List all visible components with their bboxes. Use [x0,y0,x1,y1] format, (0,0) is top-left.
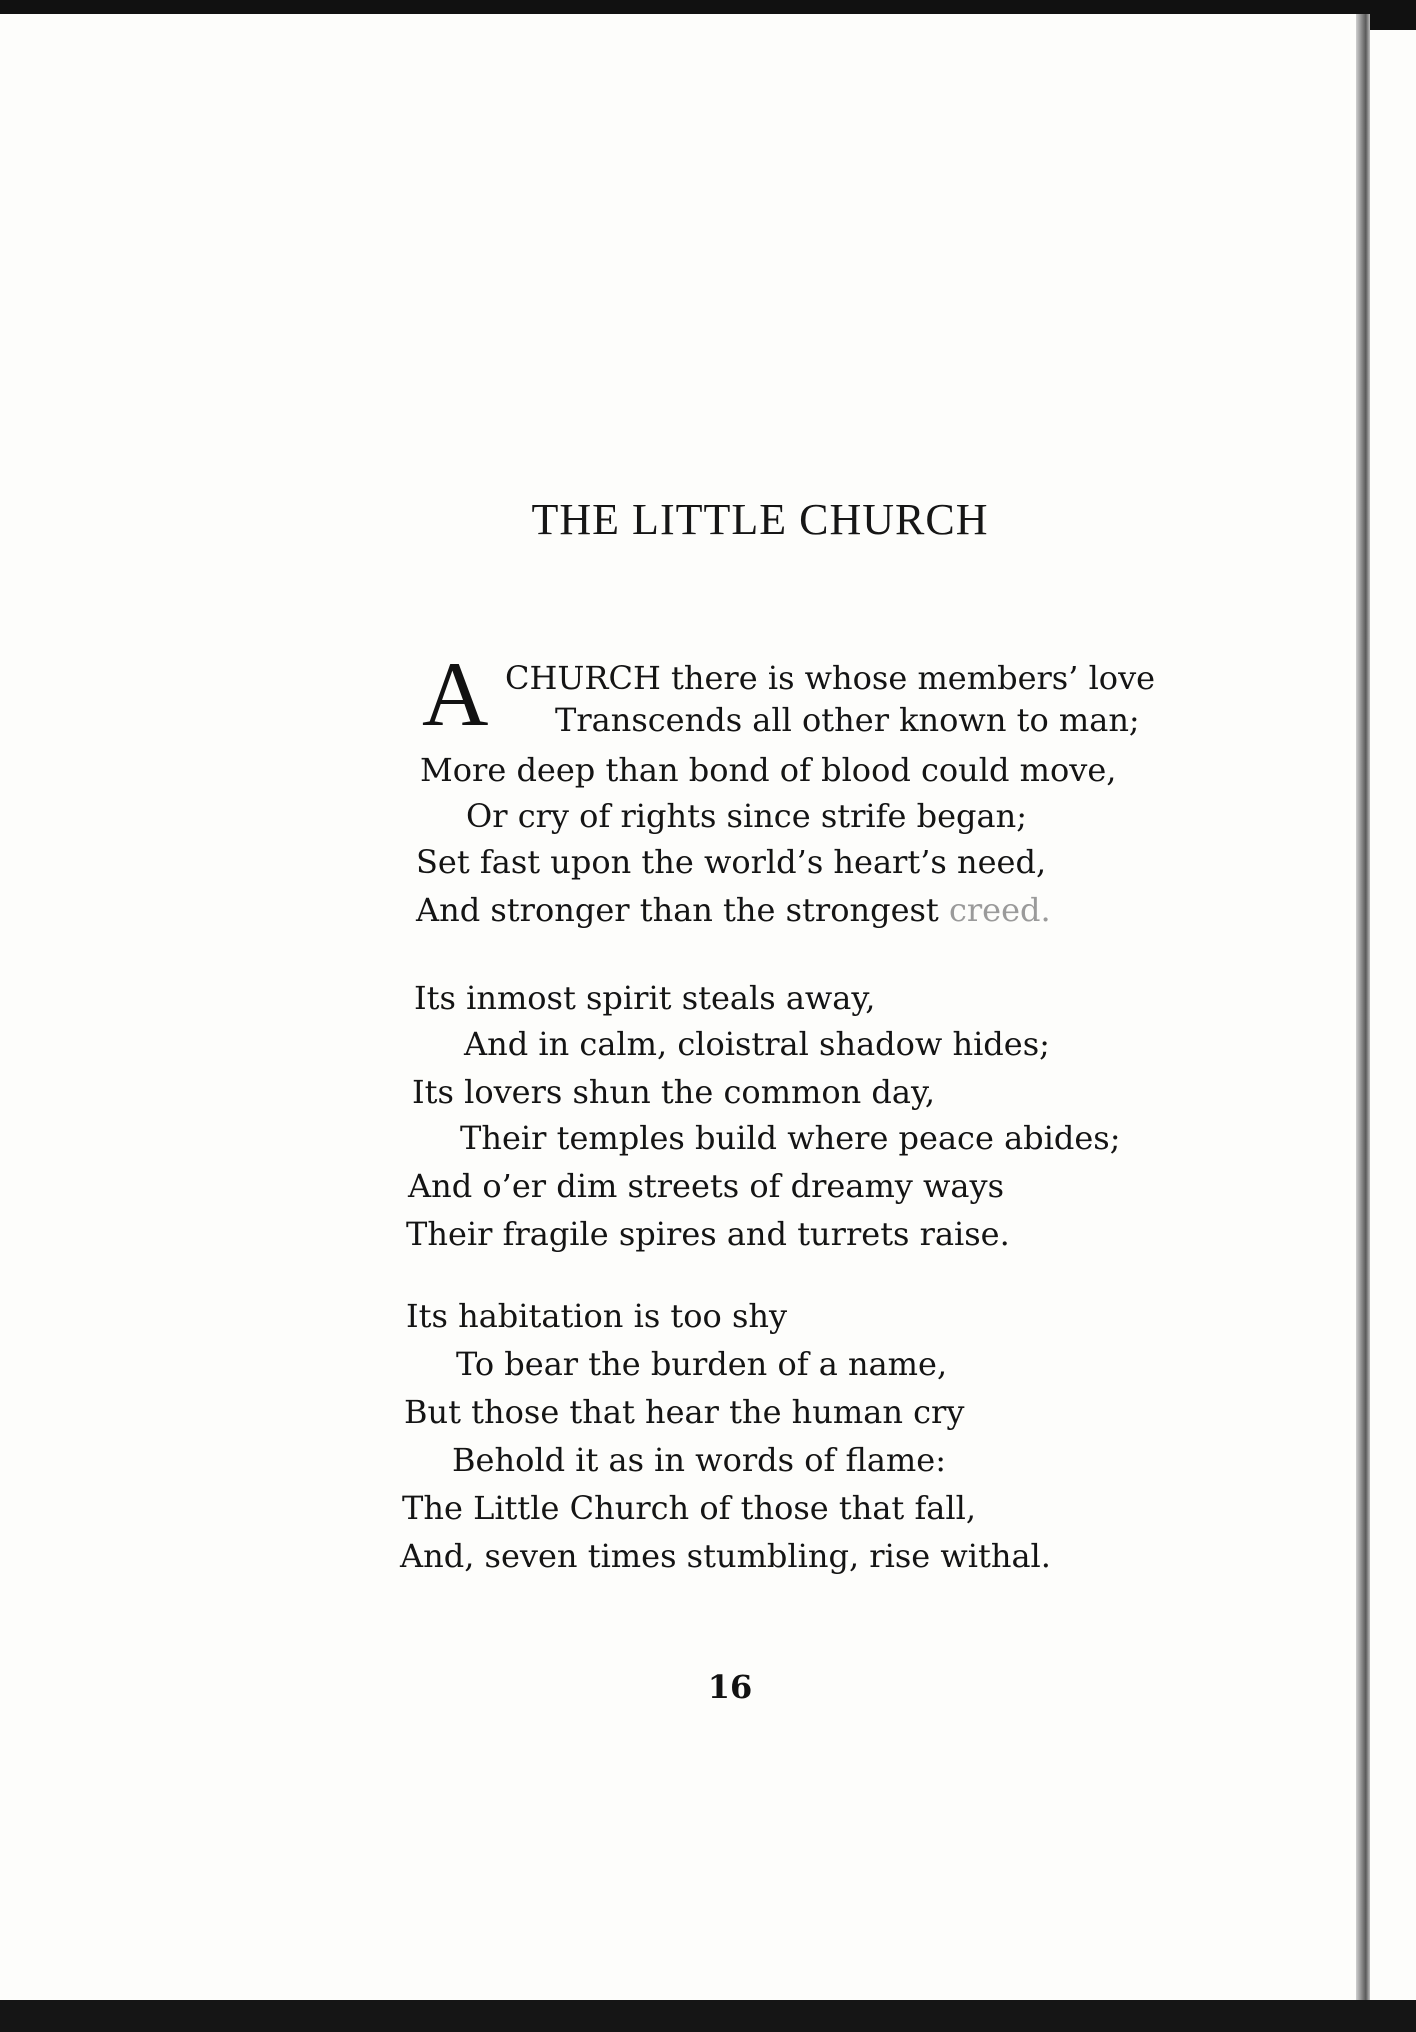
poem-title: THE LITTLE CHURCH [531,495,989,544]
poem-line: Transcends all other known to man; [555,701,1140,739]
poem-line: Its inmost spirit steals away, [414,979,876,1017]
poem-line: Or cry of rights since strife began; [466,797,1027,835]
poem-line: But those that hear the human cry [404,1393,965,1431]
page-edge-shadow [1356,14,1370,2012]
page-number: 16 [707,1668,753,1706]
poem-line: Set fast upon the world’s heart’s need, [416,843,1047,881]
poem-line: And, seven times stumbling, rise withal. [400,1537,1051,1575]
poem-line: And in calm, cloistral shadow hides; [464,1025,1050,1063]
drop-cap: A [422,643,489,745]
scanner-border [0,2000,1416,2032]
poem-line: Their temples build where peace abides; [460,1119,1121,1157]
poem-line: To bear the burden of a name, [456,1345,948,1383]
poem-line: And stronger than the strongest creed. [416,891,1051,929]
poem-line: CHURCH there is whose members’ love [505,659,1156,697]
poem-line: And o’er dim streets of dreamy ways [408,1167,1004,1205]
poem-line: Its lovers shun the common day, [412,1073,935,1111]
poem-line: Behold it as in words of flame: [452,1441,946,1479]
poem-line: Its habitation is too shy [406,1297,788,1335]
poem-line: The Little Church of those that fall, [402,1489,976,1527]
poem-line: More deep than bond of blood could move, [420,751,1117,789]
poem-line: Their fragile spires and turrets raise. [406,1215,1010,1253]
